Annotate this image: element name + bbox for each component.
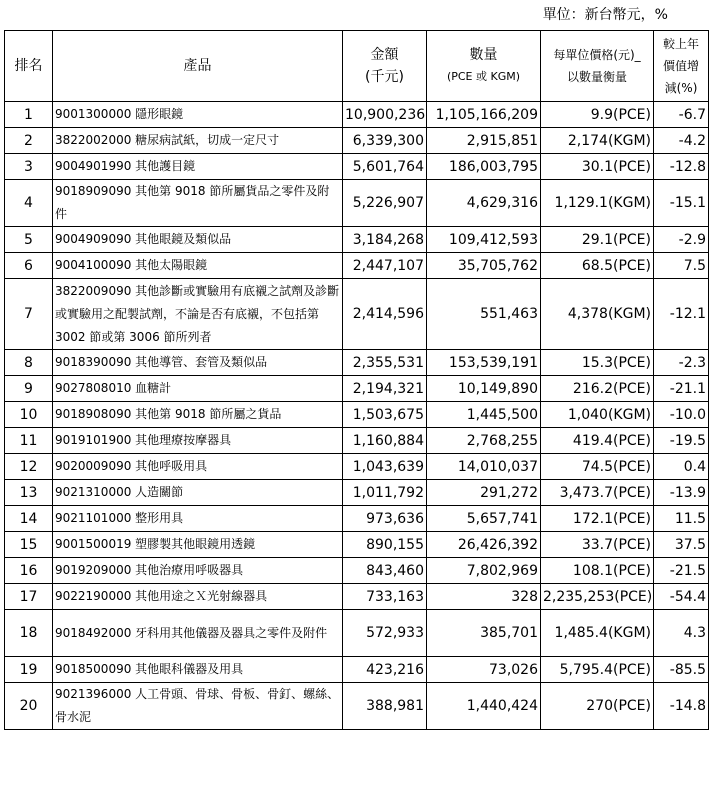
rank-cell: 17 [5, 584, 53, 610]
unit-price-cell: 216.2(PCE) [541, 376, 654, 402]
unit-label: 單位：新台幣元，% [542, 7, 668, 23]
rank-cell: 9 [5, 376, 53, 402]
unit-price-cell: 15.3(PCE) [541, 350, 654, 376]
product-cell: 9004909090 其他眼鏡及類似品 [53, 227, 343, 253]
growth-cell: 11.5 [654, 506, 709, 532]
header-unit-price [541, 31, 654, 102]
amount-cell: 3,184,268 [343, 227, 427, 253]
amount-cell: 5,601,764 [343, 154, 427, 180]
unit-price-cell: 4,378(KGM) [541, 279, 654, 350]
unit-price-cell: 1,129.1(KGM) [541, 180, 654, 227]
amount-cell: 388,981 [343, 683, 427, 730]
amount-cell: 733,163 [343, 584, 427, 610]
growth-cell: 4.3 [654, 610, 709, 657]
quantity-cell: 7,802,969 [427, 558, 541, 584]
product-cell: 9018500090 其他眼科儀器及用具 [53, 657, 343, 683]
quantity-cell: 26,426,392 [427, 532, 541, 558]
unit-price-cell: 270(PCE) [541, 683, 654, 730]
product-cell: 9021310000 人造關節 [53, 480, 343, 506]
quantity-cell: 14,010,037 [427, 454, 541, 480]
amount-cell: 1,043,639 [343, 454, 427, 480]
header-amount-line2: (千元) [365, 69, 404, 85]
amount-cell: 1,503,675 [343, 402, 427, 428]
table-row [5, 558, 709, 584]
quantity-cell: 109,412,593 [427, 227, 541, 253]
growth-cell: 37.5 [654, 532, 709, 558]
quantity-cell: 5,657,741 [427, 506, 541, 532]
table-row [5, 279, 709, 350]
growth-cell: -6.7 [654, 102, 709, 128]
product-cell: 9018908090 其他第 9018 節所屬之貨品 [53, 402, 343, 428]
unit-price-cell: 30.1(PCE) [541, 154, 654, 180]
rank-cell: 10 [5, 402, 53, 428]
quantity-cell: 291,272 [427, 480, 541, 506]
rank-cell: 1 [5, 102, 53, 128]
header-growth-line1: 較上年 [662, 37, 699, 51]
table-row [5, 180, 709, 227]
product-cell: 3822009090 其他診斷或實驗用有底襯之試劑及診斷或實驗用之配製試劑，不論是否有底襯，不包括第 3002 節或第 3006 節所列者 [53, 279, 343, 350]
quantity-cell: 73,026 [427, 657, 541, 683]
rank-cell: 18 [5, 610, 53, 657]
rank-cell: 15 [5, 532, 53, 558]
unit-price-cell: 74.5(PCE) [541, 454, 654, 480]
rank-cell: 14 [5, 506, 53, 532]
rank-cell: 13 [5, 480, 53, 506]
amount-cell: 2,194,321 [343, 376, 427, 402]
amount-cell: 2,447,107 [343, 253, 427, 279]
header-quantity [427, 31, 541, 102]
unit-price-cell: 2,235,253(PCE) [541, 584, 654, 610]
amount-cell: 5,226,907 [343, 180, 427, 227]
table-row [5, 480, 709, 506]
quantity-cell: 10,149,890 [427, 376, 541, 402]
unit-price-cell: 5,795.4(PCE) [541, 657, 654, 683]
table-row [5, 683, 709, 730]
rank-cell: 19 [5, 657, 53, 683]
growth-cell: 0.4 [654, 454, 709, 480]
header-growth-line2: 價值增 [662, 59, 699, 73]
growth-cell: 7.5 [654, 253, 709, 279]
unit-price-cell: 1,040(KGM) [541, 402, 654, 428]
table-row [5, 532, 709, 558]
rank-cell: 5 [5, 227, 53, 253]
rank-cell: 2 [5, 128, 53, 154]
table-row [5, 376, 709, 402]
growth-cell: -2.3 [654, 350, 709, 376]
header-amount-line1: 金額 [370, 47, 399, 63]
rank-cell: 20 [5, 683, 53, 730]
header-price-line2: 以數量衡量 [566, 70, 627, 84]
growth-cell: -14.8 [654, 683, 709, 730]
table-row [5, 454, 709, 480]
header-qty-line2: (PCE 或 KGM) [446, 70, 521, 83]
unit-price-cell: 172.1(PCE) [541, 506, 654, 532]
growth-cell: -19.5 [654, 428, 709, 454]
quantity-cell: 4,629,316 [427, 180, 541, 227]
table-body [5, 102, 709, 730]
unit-price-cell: 108.1(PCE) [541, 558, 654, 584]
unit-price-cell: 419.4(PCE) [541, 428, 654, 454]
product-cell: 9001500019 塑膠製其他眼鏡用透鏡 [53, 532, 343, 558]
unit-price-cell: 29.1(PCE) [541, 227, 654, 253]
table-row [5, 584, 709, 610]
product-cell: 9018909090 其他第 9018 節所屬貨品之零件及附件 [53, 180, 343, 227]
unit-price-cell: 9.9(PCE) [541, 102, 654, 128]
table-row [5, 610, 709, 657]
product-cell: 9020009090 其他呼吸用具 [53, 454, 343, 480]
header-rank: 排名 [5, 31, 53, 102]
table-row [5, 657, 709, 683]
growth-cell: -12.1 [654, 279, 709, 350]
table-row [5, 350, 709, 376]
unit-price-cell: 68.5(PCE) [541, 253, 654, 279]
product-cell: 9018492000 牙科用其他儀器及器具之零件及附件 [53, 610, 343, 657]
ranking-table [4, 30, 709, 730]
quantity-cell: 2,768,255 [427, 428, 541, 454]
rank-cell: 4 [5, 180, 53, 227]
header-price-line1: 每單位價格(元)_ [553, 48, 641, 62]
amount-cell: 843,460 [343, 558, 427, 584]
quantity-cell: 551,463 [427, 279, 541, 350]
growth-cell: -13.9 [654, 480, 709, 506]
amount-cell: 890,155 [343, 532, 427, 558]
amount-cell: 2,355,531 [343, 350, 427, 376]
rank-cell: 16 [5, 558, 53, 584]
growth-cell: -15.1 [654, 180, 709, 227]
rank-cell: 12 [5, 454, 53, 480]
growth-cell: -4.2 [654, 128, 709, 154]
product-cell: 9021396000 人工骨頭、骨球、骨板、骨釘、螺絲、骨水泥 [53, 683, 343, 730]
growth-cell: -21.5 [654, 558, 709, 584]
quantity-cell: 1,440,424 [427, 683, 541, 730]
product-cell: 9021101000 整形用具 [53, 506, 343, 532]
quantity-cell: 1,445,500 [427, 402, 541, 428]
table-row [5, 428, 709, 454]
unit-price-cell: 1,485.4(KGM) [541, 610, 654, 657]
amount-cell: 572,933 [343, 610, 427, 657]
quantity-cell: 2,915,851 [427, 128, 541, 154]
header-amount [343, 31, 427, 102]
product-cell: 9004100090 其他太陽眼鏡 [53, 253, 343, 279]
rank-cell: 7 [5, 279, 53, 350]
quantity-cell: 35,705,762 [427, 253, 541, 279]
rank-cell: 3 [5, 154, 53, 180]
header-growth [654, 31, 709, 102]
amount-cell: 1,011,792 [343, 480, 427, 506]
rank-cell: 8 [5, 350, 53, 376]
growth-cell: -54.4 [654, 584, 709, 610]
quantity-cell: 1,105,166,209 [427, 102, 541, 128]
table-row [5, 102, 709, 128]
header-qty-line1: 數量 [469, 47, 498, 63]
amount-cell: 2,414,596 [343, 279, 427, 350]
table-row [5, 402, 709, 428]
unit-price-cell: 3,473.7(PCE) [541, 480, 654, 506]
quantity-cell: 186,003,795 [427, 154, 541, 180]
product-cell: 9018390090 其他導管、套管及類似品 [53, 350, 343, 376]
table-row [5, 506, 709, 532]
product-cell: 9019209000 其他治療用呼吸器具 [53, 558, 343, 584]
amount-cell: 10,900,236 [343, 102, 427, 128]
header-growth-line3: 減(%) [664, 81, 698, 95]
product-cell: 9019101900 其他理療按摩器具 [53, 428, 343, 454]
unit-price-cell: 33.7(PCE) [541, 532, 654, 558]
product-cell: 3822002000 糖尿病試紙，切成一定尺寸 [53, 128, 343, 154]
product-cell: 9004901990 其他護目鏡 [53, 154, 343, 180]
growth-cell: -85.5 [654, 657, 709, 683]
rank-cell: 11 [5, 428, 53, 454]
rank-cell: 6 [5, 253, 53, 279]
table-row [5, 227, 709, 253]
header-product: 產品 [53, 31, 343, 102]
growth-cell: -2.9 [654, 227, 709, 253]
table-row [5, 154, 709, 180]
table-row [5, 128, 709, 154]
product-cell: 9022190000 其他用途之Ｘ光射線器具 [53, 584, 343, 610]
table-header-row [5, 31, 709, 102]
product-cell: 9001300000 隱形眼鏡 [53, 102, 343, 128]
unit-price-cell: 2,174(KGM) [541, 128, 654, 154]
table-row [5, 253, 709, 279]
amount-cell: 6,339,300 [343, 128, 427, 154]
growth-cell: -12.8 [654, 154, 709, 180]
amount-cell: 423,216 [343, 657, 427, 683]
growth-cell: -10.0 [654, 402, 709, 428]
quantity-cell: 153,539,191 [427, 350, 541, 376]
quantity-cell: 328 [427, 584, 541, 610]
growth-cell: -21.1 [654, 376, 709, 402]
quantity-cell: 385,701 [427, 610, 541, 657]
product-cell: 9027808010 血糖計 [53, 376, 343, 402]
amount-cell: 973,636 [343, 506, 427, 532]
amount-cell: 1,160,884 [343, 428, 427, 454]
